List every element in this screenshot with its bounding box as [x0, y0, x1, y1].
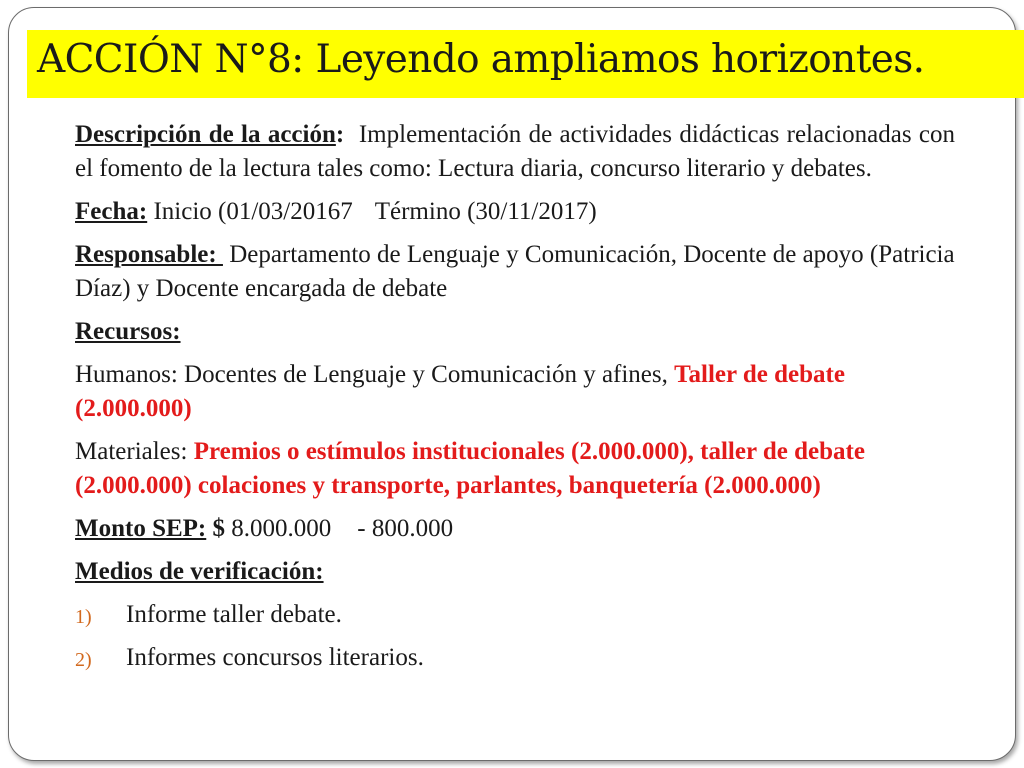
medios-label: Medios de verificación: [75, 558, 324, 585]
descripcion-separator: : [335, 121, 345, 148]
fecha-inicio: Inicio (01/03/20167 [147, 198, 353, 225]
monto-minus: - 800.000 [357, 515, 454, 542]
materiales-highlight: Premios o estímulos institucionales (2.000.000), taller de debate (2.000.000) colaciones y transporte, parlantes, banquetería (2.000.000) [75, 438, 865, 499]
recursos-label: Recursos: [75, 318, 181, 345]
monto-paragraph [75, 512, 955, 546]
responsable-paragraph [75, 238, 955, 306]
slide-content [75, 118, 962, 684]
materiales-text: Materiales: [75, 438, 194, 465]
humanos-paragraph [75, 358, 955, 426]
humanos-highlight: Taller de debate (2.000.000) [75, 361, 845, 422]
monto-label: Monto SEP: [75, 515, 207, 542]
list-item [75, 641, 955, 675]
medios-paragraph [75, 555, 955, 589]
monto-amount: 8.000.000 [225, 515, 332, 542]
fecha-label: Fecha: [75, 198, 148, 225]
list-item-number: 2) [75, 649, 92, 671]
responsable-label: Responsable: [75, 241, 223, 268]
list-item-number: 1) [75, 606, 92, 628]
descripcion-label: Descripción de la acción [75, 121, 336, 148]
verification-list [75, 598, 955, 675]
list-item-text: Informes concursos literarios. [126, 644, 424, 671]
humanos-text: Humanos: Docentes de Lenguaje y Comunicación y afines, [75, 361, 675, 388]
materiales-paragraph [75, 435, 955, 503]
list-item [75, 598, 955, 632]
slide-title: ACCIÓN N°8: Leyendo ampliamos horizontes. [37, 37, 925, 82]
list-item-text: Informe taller debate. [126, 601, 342, 628]
descripcion-text: Implementación de actividades didácticas relacionadas con el fomento de la lectura tales como: Lectura diaria, concurso literario y debates. [75, 121, 962, 182]
descripcion-paragraph [75, 118, 962, 186]
fecha-paragraph [75, 195, 955, 229]
fecha-termino: Término (30/11/2017) [374, 198, 597, 225]
title-banner [27, 30, 1024, 98]
responsable-text: Departamento de Lenguaje y Comunicación, Docente de apoyo (Patricia Díaz) y Docente encargada de debate [75, 241, 955, 302]
monto-symbol: $ [206, 515, 225, 542]
recursos-paragraph [75, 315, 955, 349]
